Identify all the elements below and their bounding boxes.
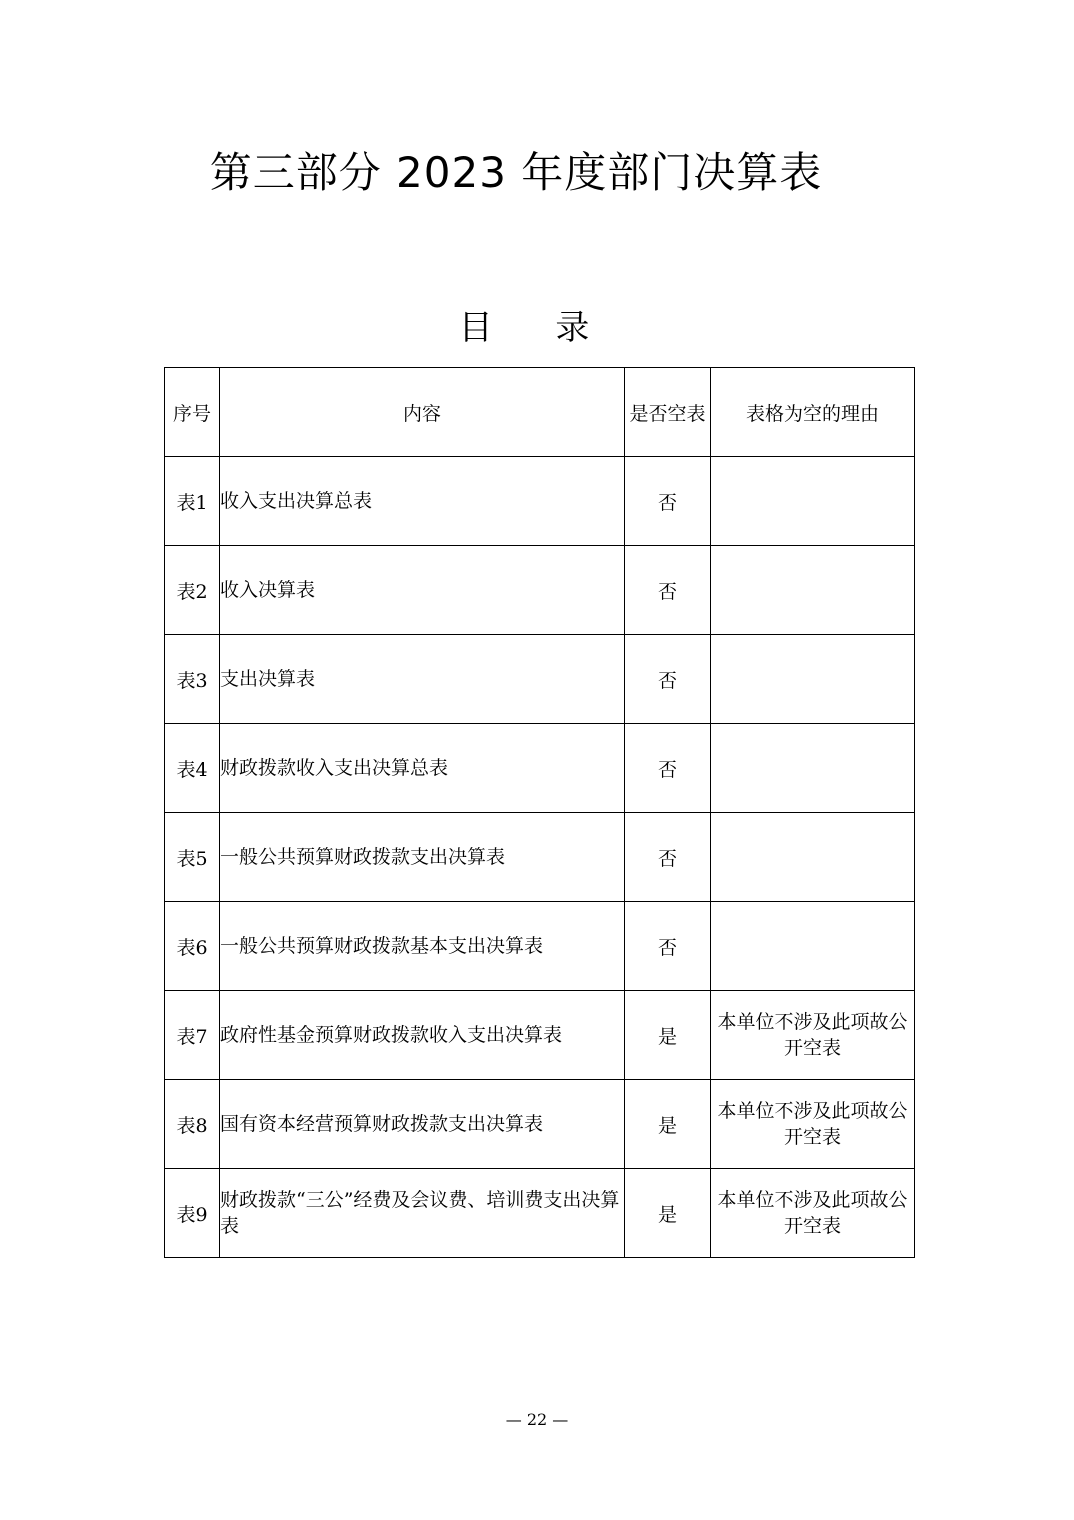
page-number: — 22 — [505, 1410, 569, 1429]
row-no: 表3 [165, 635, 220, 724]
row-no: 表7 [165, 991, 220, 1080]
row-content: 一般公共预算财政拨款基本支出决算表 [220, 902, 625, 991]
row-no: 表1 [165, 457, 220, 546]
row-is-empty: 否 [625, 635, 711, 724]
row-reason: 本单位不涉及此项故公开空表 [711, 1169, 915, 1258]
row-reason [711, 635, 915, 724]
row-is-empty: 否 [625, 902, 711, 991]
row-content: 财政拨款“三公”经费及会议费、培训费支出决算表 [220, 1169, 625, 1258]
row-no: 表4 [165, 724, 220, 813]
row-content: 收入决算表 [220, 546, 625, 635]
row-reason [711, 457, 915, 546]
row-content: 一般公共预算财政拨款支出决算表 [220, 813, 625, 902]
table-row [165, 1169, 915, 1258]
table-header-row [165, 368, 915, 457]
toc-heading: 目 录 [458, 308, 616, 348]
table-row [165, 724, 915, 813]
table-row [165, 813, 915, 902]
row-reason [711, 902, 915, 991]
row-no: 表9 [165, 1169, 220, 1258]
row-content: 财政拨款收入支出决算总表 [220, 724, 625, 813]
row-no: 表8 [165, 1080, 220, 1169]
row-is-empty: 是 [625, 991, 711, 1080]
row-is-empty: 否 [625, 546, 711, 635]
row-reason [711, 724, 915, 813]
row-no: 表5 [165, 813, 220, 902]
row-is-empty: 否 [625, 457, 711, 546]
table-row [165, 457, 915, 546]
table-row [165, 902, 915, 991]
row-is-empty: 否 [625, 724, 711, 813]
row-no: 表6 [165, 902, 220, 991]
row-reason [711, 813, 915, 902]
row-content: 支出决算表 [220, 635, 625, 724]
table-row [165, 1080, 915, 1169]
row-is-empty: 否 [625, 813, 711, 902]
header-is-empty: 是否空表 [625, 368, 711, 457]
row-content: 国有资本经营预算财政拨款支出决算表 [220, 1080, 625, 1169]
header-reason: 表格为空的理由 [711, 368, 915, 457]
row-reason: 本单位不涉及此项故公开空表 [711, 1080, 915, 1169]
table-row [165, 635, 915, 724]
table-row [165, 546, 915, 635]
row-content: 政府性基金预算财政拨款收入支出决算表 [220, 991, 625, 1080]
table-row [165, 991, 915, 1080]
row-reason: 本单位不涉及此项故公开空表 [711, 991, 915, 1080]
row-reason [711, 546, 915, 635]
row-is-empty: 是 [625, 1080, 711, 1169]
toc-table [164, 367, 915, 1258]
header-content: 内容 [220, 368, 625, 457]
row-no: 表2 [165, 546, 220, 635]
page-title: 第三部分 2023 年度部门决算表 [209, 148, 823, 197]
row-content: 收入支出决算总表 [220, 457, 625, 546]
row-is-empty: 是 [625, 1169, 711, 1258]
header-no: 序号 [165, 368, 220, 457]
